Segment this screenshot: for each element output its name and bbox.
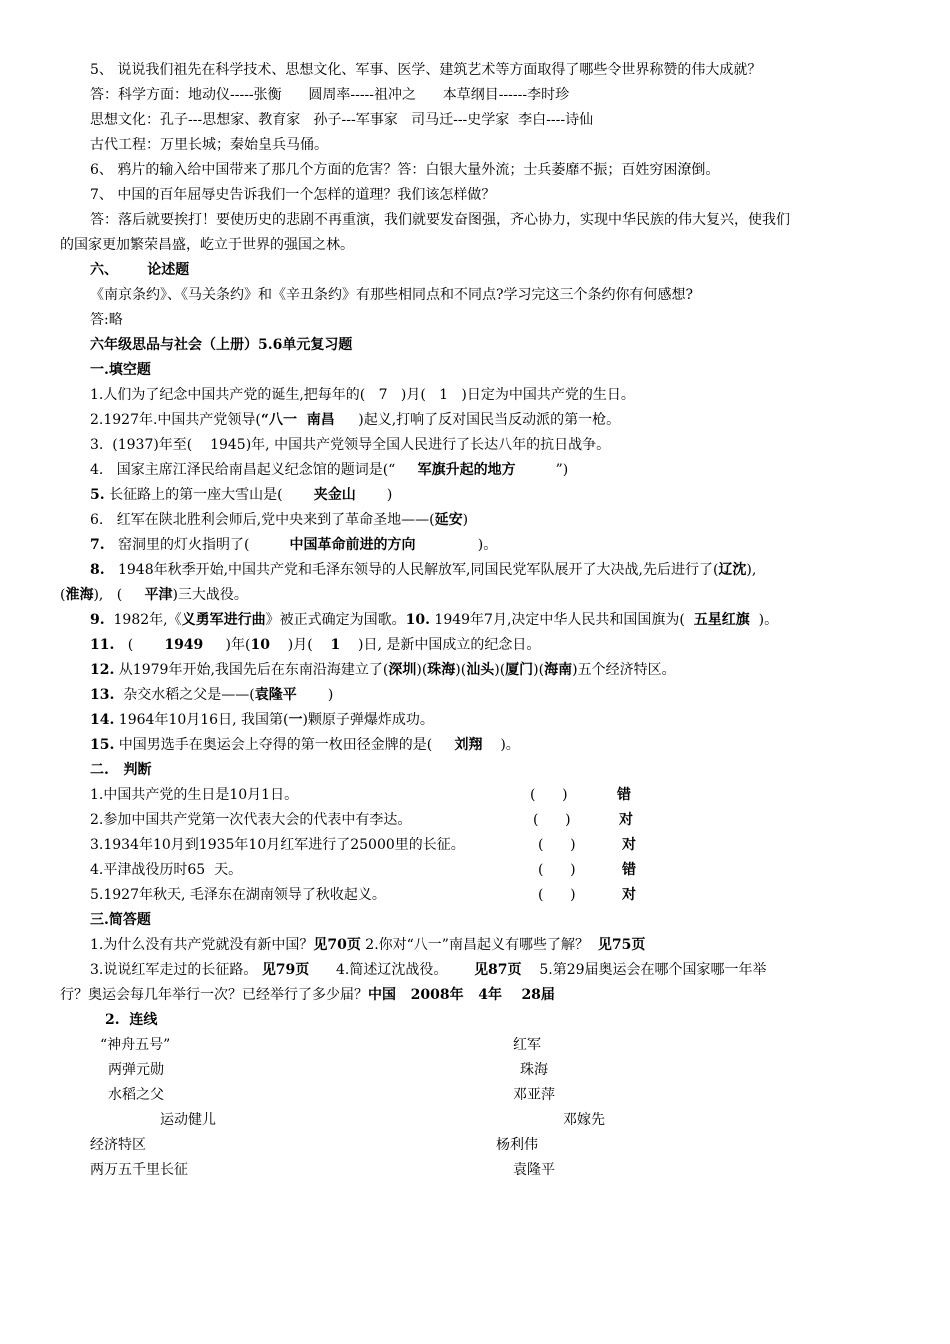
judge-item-2-text: 2.参加中国共产党第一次代表大会的代表中有李达。 bbox=[90, 812, 412, 828]
fill-item-8-line2: (淮海), ( 平津)三大战役。 bbox=[60, 587, 248, 603]
short-answer-heading: 三.简答题 bbox=[90, 912, 151, 928]
match-left-item: 经济特区 bbox=[90, 1137, 146, 1153]
judge-item-2-blank: ( ) bbox=[533, 812, 571, 828]
judge-item-5-blank: ( ) bbox=[538, 887, 576, 903]
judge-item-3-text: 3.1934年10月到1935年10月红军进行了25000里的长征。 bbox=[90, 837, 465, 853]
fill-item-8-line1: 8. 1948年秋季开始,中国共产党和毛泽东领导的人民解放军,同国民党军队展开了大决战,先后进行了(辽沈), bbox=[90, 562, 757, 578]
judge-item-4-answer: 错 bbox=[622, 862, 636, 878]
fill-blank-heading: 一.填空题 bbox=[90, 362, 151, 378]
judge-item-5-answer: 对 bbox=[622, 887, 636, 903]
answer-science: 答：科学方面：地动仪-----张衡 圆周率-----祖冲之 本草纲目------李时珍 bbox=[90, 87, 570, 103]
match-right-item: 红军 bbox=[513, 1037, 541, 1053]
answer-thought: 思想文化：孔子---思想家、教育家 孙子---军事家 司马迁---史学家 李白----诗仙 bbox=[90, 112, 594, 128]
match-right-item: 邓亚萍 bbox=[513, 1087, 555, 1103]
match-left-item: “神舟五号” bbox=[100, 1037, 171, 1053]
fill-item-2: 2.1927年.中国共产党领导(“八一 南昌 )起义,打响了反对国民当反动派的第一枪。 bbox=[90, 412, 621, 428]
judge-item-1-answer: 错 bbox=[617, 787, 631, 803]
answer-7-line1: 答：落后就要挨打！要使历史的悲剧不再重演，我们就要发奋图强，齐心协力，实现中华民族的伟大复兴，使我们 bbox=[90, 212, 790, 228]
fill-item-15: 15. 中国男选手在奥运会上夺得的第一枚田径金牌的是( 刘翔 )。 bbox=[90, 737, 520, 753]
fill-item-3: 3. (1937)年至( 1945)年, 中国共产党领导全国人民进行了长达八年的抗日战争。 bbox=[90, 437, 611, 453]
question-6: 6、 鸦片的输入给中国带来了那几个方面的危害？答：白银大量外流；士兵萎靡不振；百姓穷困潦倒。 bbox=[90, 162, 720, 178]
judge-item-5-text: 5.1927年秋天, 毛泽东在湖南领导了秋收起义。 bbox=[90, 887, 386, 903]
fill-item-1: 1.人们为了纪念中国共产党的诞生,把每年的( 7 )月( 1 )日定为中国共产党的生日。 bbox=[90, 387, 635, 403]
section-six-heading: 六、 论述题 bbox=[90, 262, 190, 278]
fill-item-4: 4. 国家主席江泽民给南昌起义纪念馆的题词是(“ 军旗升起的地方 ”) bbox=[90, 462, 569, 478]
fill-item-14: 14. 1964年10月16日, 我国第(一)颗原子弹爆炸成功。 bbox=[90, 712, 434, 728]
answer-7-line2: 的国家更加繁荣昌盛，屹立于世界的强国之林。 bbox=[60, 237, 354, 253]
fill-item-12: 12. 从1979年开始,我国先后在东南沿海建立了(深圳)(珠海)(汕头)(厦门)(海南)五个经济特区。 bbox=[90, 662, 676, 678]
judge-heading: 二. 判断 bbox=[90, 762, 152, 778]
judge-item-2-answer: 对 bbox=[619, 812, 633, 828]
document-title: 六年级思品与社会（上册）5.6单元复习题 bbox=[90, 337, 353, 353]
match-right-item: 杨利伟 bbox=[496, 1137, 538, 1153]
judge-item-4-text: 4.平津战役历时65 天。 bbox=[90, 862, 243, 878]
question-7: 7、 中国的百年屈辱史告诉我们一个怎样的道理？我们该怎样做？ bbox=[90, 187, 496, 203]
match-right-item: 袁隆平 bbox=[513, 1162, 555, 1178]
fill-item-5: 5. 长征路上的第一座大雪山是( 夹金山 ) bbox=[90, 487, 393, 503]
match-right-item: 邓嫁先 bbox=[563, 1112, 605, 1128]
short-answer-line2: 3.说说红军走过的长征路。 见79页 4.简述辽沈战役。 见87页 5.第29届奥运会在哪个国家哪一年举 bbox=[90, 962, 767, 978]
judge-item-1-blank: ( ) bbox=[530, 787, 568, 803]
short-answer-line3: 行？奥运会每几年举行一次？已经举行了多少届？中国 2008年 4年 28届 bbox=[60, 987, 555, 1003]
judge-item-1-text: 1.中国共产党的生日是10月1日。 bbox=[90, 787, 299, 803]
fill-item-13: 13. 杂交水稻之父是——(袁隆平 ) bbox=[90, 687, 334, 703]
match-left-item: 两万五千里长征 bbox=[90, 1162, 188, 1178]
fill-item-9-10: 9. 1982年,《义勇军进行曲》被正式确定为国歌。10. 1949年7月,决定中华人民共和国国旗为( 五星红旗 )。 bbox=[90, 612, 779, 628]
essay-question: 《南京条约》、《马关条约》和《辛丑条约》有那些相同点和不同点?学习完这三个条约你有何感想? bbox=[90, 287, 694, 303]
match-left-item: 两弹元勋 bbox=[108, 1062, 164, 1078]
judge-item-3-answer: 对 bbox=[622, 837, 636, 853]
fill-item-6: 6. 红军在陕北胜利会师后,党中央来到了革命圣地——(延安) bbox=[90, 512, 469, 528]
match-left-item: 水稻之父 bbox=[108, 1087, 164, 1103]
question-5: 5、 说说我们祖先在科学技术、思想文化、军事、医学、建筑艺术等方面取得了哪些令世界称赞的伟大成就？ bbox=[90, 62, 762, 78]
match-right-item: 珠海 bbox=[520, 1062, 548, 1078]
fill-item-7: 7. 窑洞里的灯火指明了( 中国革命前进的方向 )。 bbox=[90, 537, 498, 553]
match-left-item: 运动健儿 bbox=[160, 1112, 216, 1128]
answer-engineering: 古代工程：万里长城；秦始皇兵马俑。 bbox=[90, 137, 328, 153]
fill-item-11: 11. ( 1949 )年(10 )月( 1 )日, 是新中国成立的纪念日。 bbox=[90, 637, 541, 653]
short-answer-line1: 1.为什么没有共产党就没有新中国？见70页 2.你对“八一”南昌起义有哪些了解？ 见75页 bbox=[90, 937, 646, 953]
judge-item-3-blank: ( ) bbox=[538, 837, 576, 853]
matching-heading: 2. 连线 bbox=[105, 1012, 158, 1028]
essay-answer: 答:略 bbox=[90, 312, 123, 328]
judge-item-4-blank: ( ) bbox=[538, 862, 576, 878]
